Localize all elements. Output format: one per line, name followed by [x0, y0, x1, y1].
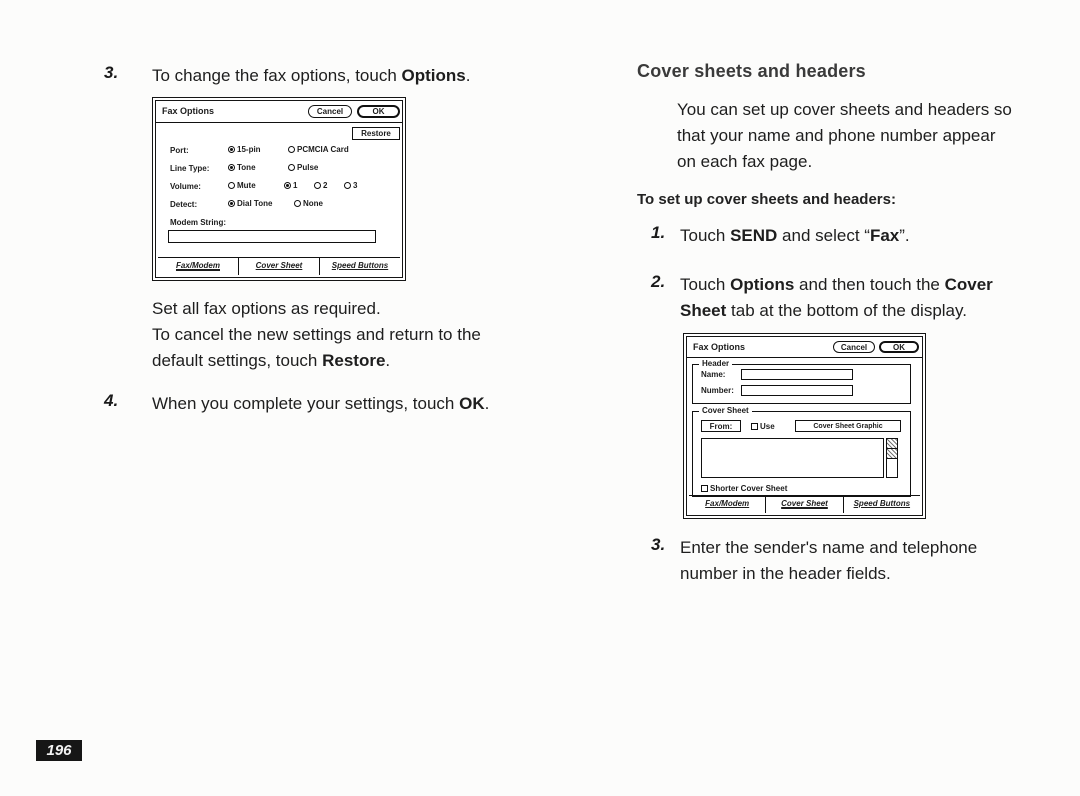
radio-label: Tone — [237, 162, 256, 172]
name-label: Name: — [701, 370, 726, 379]
text-segment: ”. — [899, 226, 910, 245]
step-text — [152, 391, 592, 417]
radio-option-tone[interactable] — [228, 162, 256, 172]
dialog-title: Fax Options — [162, 106, 215, 116]
ok-button[interactable]: OK — [879, 341, 919, 353]
radio-label: None — [303, 198, 323, 208]
text-segment: . — [465, 66, 471, 85]
step-text — [680, 223, 1020, 249]
dialog-frame — [155, 100, 403, 278]
tab-speed-buttons[interactable] — [844, 496, 920, 513]
text-segment: and select “ — [777, 226, 870, 245]
text-segment: When you complete your settings, touch — [152, 394, 460, 413]
title-divider — [687, 357, 922, 358]
tab-fax-modem[interactable] — [689, 496, 766, 513]
radio-icon — [228, 164, 235, 171]
intro-paragraph: You can set up cover sheets and headers so that your name and phone number appear on each fax page. — [677, 100, 1012, 171]
fax-options-dialog — [152, 97, 406, 281]
name-input[interactable] — [741, 369, 853, 380]
text-segment: Touch — [680, 226, 731, 245]
scroll-up-icon[interactable] — [887, 439, 897, 449]
tab-label: Cover Sheet — [781, 499, 828, 508]
tab-label: Speed Buttons — [853, 499, 911, 508]
cover-sheet-dialog — [683, 333, 926, 519]
cancel-button[interactable]: Cancel — [833, 341, 875, 353]
radio-label: Pulse — [297, 162, 319, 172]
text-segment-bold: Cover Sheet — [680, 275, 993, 320]
dialog-title: Fax Options — [693, 342, 746, 352]
volume-label: Volume: — [170, 182, 201, 191]
group-legend: Header — [699, 359, 732, 368]
text-segment-bold: SEND — [730, 226, 778, 245]
text-segment-bold: OK — [459, 394, 485, 413]
radio-icon — [284, 182, 291, 189]
radio-label: Mute — [237, 180, 256, 190]
radio-option-vol1[interactable] — [284, 180, 297, 190]
step-number: 2. — [651, 272, 666, 291]
radio-option-none[interactable] — [294, 198, 323, 208]
radio-icon — [288, 164, 295, 171]
radio-label: 3 — [353, 180, 358, 190]
text-segment-bold: Options — [401, 66, 466, 85]
checkbox-label: Use — [760, 421, 775, 431]
ok-button[interactable]: OK — [357, 105, 400, 118]
step-number: 1. — [651, 223, 666, 242]
cover-sheet-graphic-button[interactable]: Cover Sheet Graphic — [795, 420, 901, 432]
text-segment-bold: Restore — [322, 351, 386, 370]
text-segment: tab at the bottom of the display. — [726, 301, 967, 320]
tab-label: Speed Buttons — [331, 261, 389, 270]
tab-label: Fax/Modem — [705, 499, 750, 508]
title-divider — [156, 122, 402, 123]
scroll-down-icon[interactable] — [887, 449, 897, 459]
radio-option-dialtone[interactable] — [228, 198, 272, 208]
detect-label: Detect: — [170, 200, 198, 209]
radio-label: Dial Tone — [237, 198, 273, 208]
dialog-tab-bar — [158, 257, 400, 275]
radio-icon — [294, 200, 301, 207]
radio-option-pulse[interactable] — [288, 162, 318, 172]
text-segment: . — [385, 351, 391, 370]
radio-icon — [314, 182, 321, 189]
use-checkbox[interactable] — [751, 421, 775, 431]
step-text: Enter the sender's name and telephone number in the header fields. — [680, 538, 978, 583]
dialog-tab-bar — [689, 495, 920, 513]
restore-button[interactable]: Restore — [352, 127, 400, 140]
group-legend: Cover Sheet — [699, 406, 752, 415]
subsection-heading: To set up cover sheets and headers: — [637, 191, 896, 208]
radio-option-15pin[interactable] — [228, 144, 261, 154]
tab-label: Fax/Modem — [175, 261, 220, 270]
step-number: 4. — [104, 391, 119, 410]
radio-option-vol3[interactable] — [344, 180, 357, 190]
radio-option-pcmcia[interactable] — [288, 144, 349, 154]
line-type-label: Line Type: — [170, 164, 210, 173]
from-button[interactable]: From: — [701, 420, 741, 432]
tab-speed-buttons[interactable] — [320, 258, 400, 275]
text-segment-bold: Options — [730, 275, 795, 294]
number-input[interactable] — [741, 385, 853, 396]
tab-label: Cover Sheet — [255, 261, 303, 270]
section-heading: Cover sheets and headers — [637, 61, 866, 81]
number-label: Number: — [701, 386, 734, 395]
scrollbar[interactable] — [886, 438, 898, 478]
radio-option-mute[interactable] — [228, 180, 256, 190]
text-segment: To change the fax options, touch — [152, 66, 402, 85]
radio-icon — [344, 182, 351, 189]
modem-string-input[interactable] — [168, 230, 376, 243]
radio-label: PCMCIA Card — [297, 144, 349, 154]
shorter-cover-sheet-checkbox[interactable] — [701, 483, 787, 493]
checkbox-icon — [751, 423, 758, 430]
radio-icon — [228, 200, 235, 207]
paragraph: Set all fax options as required. — [152, 299, 381, 318]
tab-cover-sheet[interactable] — [766, 496, 843, 513]
text-segment: To cancel the new settings and return to the default settings, touch — [152, 325, 481, 370]
paragraph — [152, 322, 504, 374]
text-segment-bold: Fax — [869, 226, 900, 245]
dialog-frame — [686, 336, 923, 516]
step-number: 3. — [651, 535, 666, 554]
text-segment: . — [484, 394, 490, 413]
checkbox-label: Shorter Cover Sheet — [710, 483, 788, 493]
step-text — [152, 63, 572, 89]
page-number-badge: 196 — [36, 740, 82, 761]
step-number: 3. — [104, 63, 119, 82]
radio-label: 1 — [293, 180, 298, 190]
port-label: Port: — [170, 146, 189, 155]
radio-icon — [228, 182, 235, 189]
checkbox-icon — [701, 485, 708, 492]
text-segment: and then touch the — [794, 275, 945, 294]
modem-string-label: Modem String: — [170, 218, 226, 227]
radio-icon — [288, 146, 295, 153]
radio-label: 2 — [323, 180, 328, 190]
header-group — [692, 359, 911, 404]
tab-fax-modem[interactable] — [158, 258, 239, 275]
tab-cover-sheet[interactable] — [239, 258, 320, 275]
text-segment: Touch — [680, 275, 731, 294]
radio-label: 15-pin — [237, 144, 261, 154]
radio-icon — [228, 146, 235, 153]
cancel-button[interactable]: Cancel — [308, 105, 352, 118]
cover-sheet-group — [692, 406, 911, 497]
radio-option-vol2[interactable] — [314, 180, 327, 190]
step-text — [680, 272, 1025, 324]
cover-sheet-preview-area[interactable] — [701, 438, 884, 478]
